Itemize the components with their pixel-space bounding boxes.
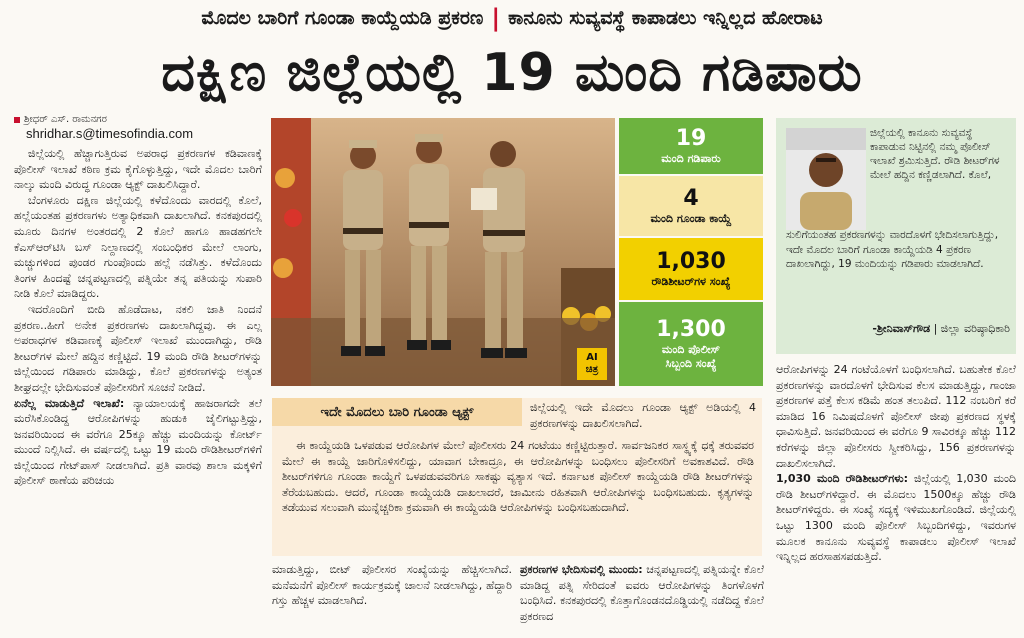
article-column-4 bbox=[776, 362, 1016, 636]
police-patrol-photo bbox=[271, 118, 615, 386]
goonda-act-intro bbox=[530, 400, 756, 438]
byline bbox=[14, 114, 107, 125]
stat-goonda-act bbox=[619, 176, 763, 236]
byline-marker bbox=[14, 117, 20, 123]
paragraph: ನ್ಯಾಯಾಲಯಕ್ಕೆ ಹಾಜರಾಗದೇ ತಲೆ ಮರೆಸಿಕೊಂಡಿದ್ದ ಆರೋಪಿಗಳನ್ನು ಹುಡುಕಿ ಜೈಲಿಗಟ್ಟುತ್ತಿದ್ದು, ಜನವರಿಯಿಂದ ಈ ವರೆಗೂ 25ಕ್ಕೂ ಹೆಚ್ಚು ಮಂದಿಯನ್ನು ಕೋರ್ಟ್ ಮುಂದೆ ನಿಲ್ಲಿಸಿದೆ. ಈ ವರ್ಷದಲ್ಲಿ ಒಟ್ಟು 19 ಮಂದಿ ರೌಡಿಶೀಟರ್‌ಗಳಿಗೆ ಜಿಲ್ಲೆಯಿಂದ ಗೇಟ್‌ಪಾಸ್ ನೀಡಲಾಗಿದೆ. ಪ್ರತಿ ವಾರವು ಶಾಲಾ ಮಕ್ಕಳಿಗೆ ಪೊಲೀಸ್ ಠಾಣೆಯ ಪರಿಚಯ bbox=[14, 396, 262, 488]
quote-title: ಜಿಲ್ಲಾ ವರಿಷ್ಠಾಧಿಕಾರಿ bbox=[940, 322, 1010, 335]
paragraph: ಬೆಂಗಳೂರು ದಕ್ಷಿಣ ಜಿಲ್ಲೆಯಲ್ಲಿ ಕಳೆದೊಂದು ವಾರದಲ್ಲಿ ಕೊಲೆ, ಹಲ್ಲೆಯಂತಹ ಪ್ರಕರಣಗಳು ಅತ್ಯಾಧಿಕವಾಗಿ ದಾಖಲಾಗಿದೆ. ಕನಕಪುರದಲ್ಲಿ ಮೂರು ದಿನಗಳ ಅಂತರದಲ್ಲಿ 2 ಕೊಲೆ ಹಾಗೂ ಹಾಡಹಗಲೇ ಕೆಎಸ್‌ಆರ್‌ಟಿಸಿ ಬಸ್ ನಿಲ್ದಾಣದಲ್ಲಿ ಸಂಬಂಧಿಕರ ಮೇಲೆ ಲಾಂಗು, ಮಚ್ಚುಗಳಿಂದ ಪುಂಡರ ಗುಂಪೊಂದು ಹಲ್ಲೆ ನಡೆಸಿತ್ತು. ಕಳೆದೊಂದು ತಿಂಗಳ ಹಿಂದಷ್ಟೆ ಚನ್ನಪಟ್ಟಣದಲ್ಲಿ ಪತ್ನಿಯೇ ತನ್ನ ಪತಿಯನ್ನು ಸುಪಾರಿ ನೀಡಿ ಕೊಲೆ ಮಾಡಿದ್ದರು. bbox=[14, 193, 262, 301]
quote-text-2: ಸುಲಿಗೆಯಂತಹ ಪ್ರಕರಣಗಳನ್ನು ವಾರದೊಳಗೆ ಭೇದಿಸಲಾಗುತ್ತಿದ್ದು, ಇದೇ ಮೊದಲ ಬಾರಿಗೆ ಗೂಂಡಾ ಕಾಯ್ದೆಯಡಿ 4 ಪ್ರಕರಣ ದಾಖಲಾಗಿದ್ದು, 19 ಮಂದಿಯನ್ನು ಗಡಿಪಾರು ಮಾಡಲಾಗಿದೆ. bbox=[786, 229, 999, 270]
subheading: 1,030 ಮಂದಿ ರೌಡಿಶೀಟರ್‌ಗಳು: bbox=[776, 472, 909, 486]
photo-illustration bbox=[271, 118, 615, 386]
byline-name: ಶ್ರೀಧರ್ ಎಸ್. ರಾಮನಗರ bbox=[24, 114, 107, 125]
headline: ದಕ್ಷಿಣ ಜಿಲ್ಲೆಯಲ್ಲಿ 19 ಮಂದಿ ಗಡಿಪಾರು bbox=[161, 42, 863, 103]
paragraph: ಜಿಲ್ಲೆಯಲ್ಲಿ ಹೆಚ್ಚಾಗುತ್ತಿರುವ ಅಪರಾಧ ಪ್ರಕರಣಗಳ ಕಡಿವಾಣಕ್ಕೆ ಪೊಲೀಸ್ ಇಲಾಖೆ ಕಠಿಣ ಕ್ರಮ ಕೈಗೊಳ್ಳುತ್ತಿದ್ದು, ಇದೇ ಮೊದಲ ಬಾರಿಗೆ ನಾಲ್ಕು ಮಂದಿ ವಿರುದ್ಧ ಗೂಂಡಾ ಆ್ಯಕ್ಟ್ ದಾಖಲಿಸಿದ್ದಾರೆ. bbox=[14, 147, 262, 192]
stat-value: 19 bbox=[675, 126, 707, 151]
stat-police-staff bbox=[619, 302, 763, 386]
stat-label: ಮಂದಿ ಗೂಂಡಾ ಕಾಯ್ದೆ bbox=[650, 212, 732, 225]
ai-badge-line-2: ಚಿತ್ರ bbox=[585, 364, 599, 375]
stat-value: 4 bbox=[683, 186, 699, 211]
paragraph: ಜಿಲ್ಲೆಯಲ್ಲಿ ಇದೇ ಮೊದಲು ಗೂಂಡಾ ಆ್ಯಕ್ಟ್ ಅಡಿಯಲ್ಲಿ 4 ಪ್ರಕರಣಗಳನ್ನು ದಾಖಲಿಸಲಾಗಿದೆ. bbox=[530, 401, 756, 430]
stat-label: ಸಿಬ್ಬಂದಿ ಸಂಖ್ಯೆ bbox=[665, 357, 717, 370]
goonda-act-body bbox=[282, 438, 754, 554]
quote-name: -ಶ್ರೀನಿವಾಸ್‌ಗೌಡ bbox=[872, 322, 931, 335]
article-column-2 bbox=[272, 562, 512, 636]
paragraph: ಆರೋಪಿಗಳನ್ನು 24 ಗಂಟೆಯೊಳಗೆ ಬಂಧಿಸಲಾಗಿದೆ. ಬಹುತೇಕ ಕೊಲೆ ಪ್ರಕರಣಗಳನ್ನು ವಾರದೊಳಗೆ ಭೇದಿಸುವ ಕೆಲಸ ಮಾಡುತ್ತಿದ್ದು, ಗಾಂಜಾ ಪ್ರಕರಣಗಳ ಪತ್ತೆ ಕೆಲಸ ಕಡಿಮೆ ಹಂತ ತಲುಪಿದೆ. 112 ನಂಬರಿಗೆ ಕರೆ ಮಾಡಿದ 16 ನಿಮಿಷದೊಳಗೆ ಪೊಲೀಸ್ ಜೀಪು ಪ್ರಕರಣದ ಸ್ಥಳಕ್ಕೆ ಧಾವಿಸುತ್ತಿದೆ. ಜನವರಿಯಿಂದ ಈ ವರೆಗೂ 9 ಸಾವಿರಕ್ಕೂ ಹೆಚ್ಚು 112 ಕರೆಗಳನ್ನು ಜಿಲ್ಲಾ ಪೊಲೀಸರು ಸ್ವೀಕರಿಸಿದ್ದು, 156 ಪ್ರಕರಣಗಳನ್ನು ದಾಖಲಿಸಲಾಗಿದೆ. bbox=[776, 363, 1016, 470]
sp-portrait bbox=[786, 128, 866, 230]
goonda-act-banner: ಇದೇ ಮೊದಲು ಬಾರಿ ಗೂಂಡಾ ಆ್ಯಕ್ಟ್ bbox=[272, 398, 522, 426]
paragraph: ಜಿಲ್ಲೆಯಲ್ಲಿ 1,030 ಮಂದಿ ರೌಡಿ ಶೀಟರ್‌ಗಳಿದ್ದಾರೆ. ಈ ಮೊದಲು 1500ಕ್ಕೂ ಹೆಚ್ಚು ರೌಡಿ ಶೀಟರ್‌ಗಳಿದ್ದರು. ಈ ಸಂಖ್ಯೆ ಸದ್ಯಕ್ಕೆ ಇಳಿಮುಖಗೊಂಡಿದೆ. ಜಿಲ್ಲೆಯಲ್ಲಿ ಒಟ್ಟು 1300 ಮಂದಿ ಪೊಲೀಸ್ ಸಿಬ್ಬಂದಿಗಳಿದ್ದು, ಇವರುಗಳ ಮೂಲಕ ಕಾನೂನು ಸುವ್ಯವಸ್ಥೆ ಕಾಪಾಡಲು ಪೊಲೀಸ್ ಇಲಾಖೆ ಇನ್ನಿಲ್ಲದ ಹರಸಾಹಸಪಡುತ್ತಿದೆ. bbox=[776, 472, 1016, 564]
subheading: ಏನೆಲ್ಲ ಮಾಡುತ್ತಿದೆ ಇಲಾಖೆ: bbox=[14, 396, 125, 410]
article-column-1 bbox=[14, 146, 262, 634]
stat-deported bbox=[619, 118, 763, 174]
portrait-illustration bbox=[786, 128, 866, 230]
paragraph: ಮಾಡುತ್ತಿದ್ದು, ಬೀಟ್ ಪೊಲೀಸರ ಸಂಖ್ಯೆಯನ್ನು ಹೆಚ್ಚಿಸಲಾಗಿದೆ. ಮನೆಮನೆಗೆ ಪೊಲೀಸ್ ಕಾರ್ಯಕ್ರಮಕ್ಕೆ ಚಾಲನೆ ನೀಡಲಾಗಿದ್ದು, ಹೆದ್ದಾರಿ ಗಸ್ತು ಹೆಚ್ಚಳ ಮಾಡಲಾಗಿದೆ. bbox=[272, 563, 512, 608]
stat-rowdy-sheeters bbox=[619, 238, 763, 300]
ai-badge-line-1: AI bbox=[586, 352, 598, 363]
paragraph: ಇದರೊಂದಿಗೆ ಬೀದಿ ಹೊಡೆದಾಟ, ನಕಲಿ ಜಾತಿ ನಿಂದನೆ ಪ್ರಕರಣ..ಹೀಗೆ ಅನೇಕ ಪ್ರಕರಣಗಳು ದಾಖಲಾಗಿದ್ದವು. ಈ ಎಲ್ಲ ಅಪರಾಧಗಳ ಕಡಿವಾಣಕ್ಕೆ ಪೊಲೀಸ್ ಇಲಾಖೆ ಮುಂದಾಗಿದ್ದು, ರೌಡಿ ಶೀಟರ್‌ಗಳ ಮೇಲೆ ಹದ್ದಿನ ಕಣ್ಣಿಟ್ಟಿದೆ. 19 ಮಂದಿ ರೌಡಿ ಶೀಟರ್‌ಗಳನ್ನು ಜಿಲ್ಲೆಯಿಂದ ಗಡಿಪಾರು ಮಾಡಿದ್ದು, ಕೊಲೆ ಪ್ರಕರಣಗಳನ್ನು ಅತ್ಯಂತ ಶೀಘ್ರದಲ್ಲೇ ಭೇದಿಸುವಂತೆ ಪೊಲೀಸರಿಗೆ ಸೂಚನೆ ನೀಡಿದೆ. bbox=[14, 302, 262, 394]
paragraph: ಚನ್ನಪಟ್ಟಣದಲ್ಲಿ ಪತ್ನಿಯನ್ನೇ ಕೊಲೆ ಮಾಡಿದ್ದ ಪತ್ನಿ ಸೇರಿದಂತೆ ಐವರು ಆರೋಪಿಗಳನ್ನು ತಿಂಗಳೊಳಗೆ ಬಂಧಿಸಿದೆ. ಕನಕಪುರದಲ್ಲಿ ಕೊತ್ತಾಗೊಂಡನದೊಡ್ಡಿಯಲ್ಲಿ ನಡೆದಿದ್ದ ಕೊಲೆ ಪ್ರಕರಣದ bbox=[520, 563, 764, 623]
quote-text-1: ಜಿಲ್ಲೆಯಲ್ಲಿ ಕಾನೂನು ಸುವ್ಯವಸ್ಥೆ ಕಾಪಾಡುವ ನಿಟ್ಟಿನಲ್ಲಿ ನಮ್ಮ ಪೊಲೀಸ್ ಇಲಾಖೆ ಶ್ರಮಿಸುತ್ತಿದೆ. ರೌಡಿ ಶೀಟರ್‌ಗಳ ಮೇಲೆ ಹದ್ದಿನ ಕಣ್ಣಿಡಲಾಗಿದೆ. ಕೊಲೆ, bbox=[870, 127, 1000, 181]
stat-value: 1,030 bbox=[656, 249, 726, 274]
kicker bbox=[0, 0, 1024, 36]
stats-panel bbox=[619, 118, 763, 386]
byline-email: shridhar.s@timesofindia.com bbox=[26, 126, 194, 141]
kicker-separator: | bbox=[491, 4, 501, 32]
ai-image-badge bbox=[577, 348, 607, 380]
subheading: ಪ್ರಕರಣಗಳ ಭೇದಿಸುವಲ್ಲಿ ಮುಂದು: bbox=[520, 563, 643, 576]
stat-label: ಮಂದಿ ಗಡಿಪಾರು bbox=[661, 152, 721, 165]
stat-label: ಮಂದಿ ಪೊಲೀಸ್ bbox=[661, 343, 721, 356]
kicker-left: ಮೊದಲ ಬಾರಿಗೆ ಗೂಂಡಾ ಕಾಯ್ದೆಯಡಿ ಪ್ರಕರಣ bbox=[201, 7, 484, 29]
kicker-right: ಕಾನೂನು ಸುವ್ಯವಸ್ಥೆ ಕಾಪಾಡಲು ಇನ್ನಿಲ್ಲದ ಹೋರಾಟ bbox=[508, 7, 823, 29]
quote-signature: -ಶ್ರೀನಿವಾಸ್‌ಗೌಡ | ಜಿಲ್ಲಾ ವರಿಷ್ಠಾಧಿಕಾರಿ bbox=[872, 322, 1010, 335]
stat-label: ರೌಡಿಶೀಟರ್‌ಗಳ ಸಂಖ್ಯೆ bbox=[651, 275, 731, 288]
paragraph: ಈ ಕಾಯ್ದೆಯಡಿ ಒಳಪಡುವ ಆರೋಪಿಗಳ ಮೇಲೆ ಪೊಲೀಸರು 24 ಗಂಟೆಯು ಕಣ್ಣಿಟ್ಟಿರುತ್ತಾರೆ. ಸಾರ್ವಜನಿಕರ ಸಾಸ್ಥ್ಯಕ್ಕೆ ಧಕ್ಕೆ ತರುವವರ ಮೇಲೆ ಈ ಕಾಯ್ದೆ ಜಾರಿಗೊಳಿಸಲಿದ್ದು, ಯಾವಾಗ ಬೇಕಾದ್ರೂ, ಈ ಆರೋಪಿಗಳನ್ನು ಬಂಧಿಸಲು ಪೊಲೀಸರಿಗೆ ಅವಕಾಶವಿದೆ. ರೌಡಿ ಶೀಟರ್‌ಗಳಿಗೂ ಗೂಂಡಾ ಕಾಯ್ದೆಗೆ ಒಳಪಡುವವರಿಗೂ ಸಾಕಷ್ಟು ವ್ಯತ್ಯಾಸ ಇದೆ. ಕರ್ನಾಟಕ ಪೊಲೀಸ್ ಕಾಯ್ದೆಯಡಿ ರೌಡಿ ಶೀಟರ್‌ಗಳನ್ನು ತೆರೆಯಬಹುದು. ಆದರೆ, ಗೂಂಡಾ ಕಾಯ್ದೆಯಡಿ ದಾಖಲಾದರೆ, ಜಾಮೀನು ರಹಿತವಾಗಿ ಆರೋಪಿಗಳನ್ನು ಬಂಧಿಸಬಹುದು. ಕೃತ್ಯಗಳನ್ನು ತಡೆಯುವ ಸಲುವಾಗಿ ಮುನ್ನೆಚ್ಚರಿಕಾ ಕ್ರಮವಾಗಿ ಈ ಕಾಯ್ದೆಯಡಿ ಆರೋಪಿಗಳನ್ನು ಬಂಧಿಸಬಹುದಾಗಿದೆ. bbox=[282, 439, 754, 515]
article-column-3 bbox=[520, 562, 764, 636]
stat-value: 1,300 bbox=[656, 317, 726, 342]
